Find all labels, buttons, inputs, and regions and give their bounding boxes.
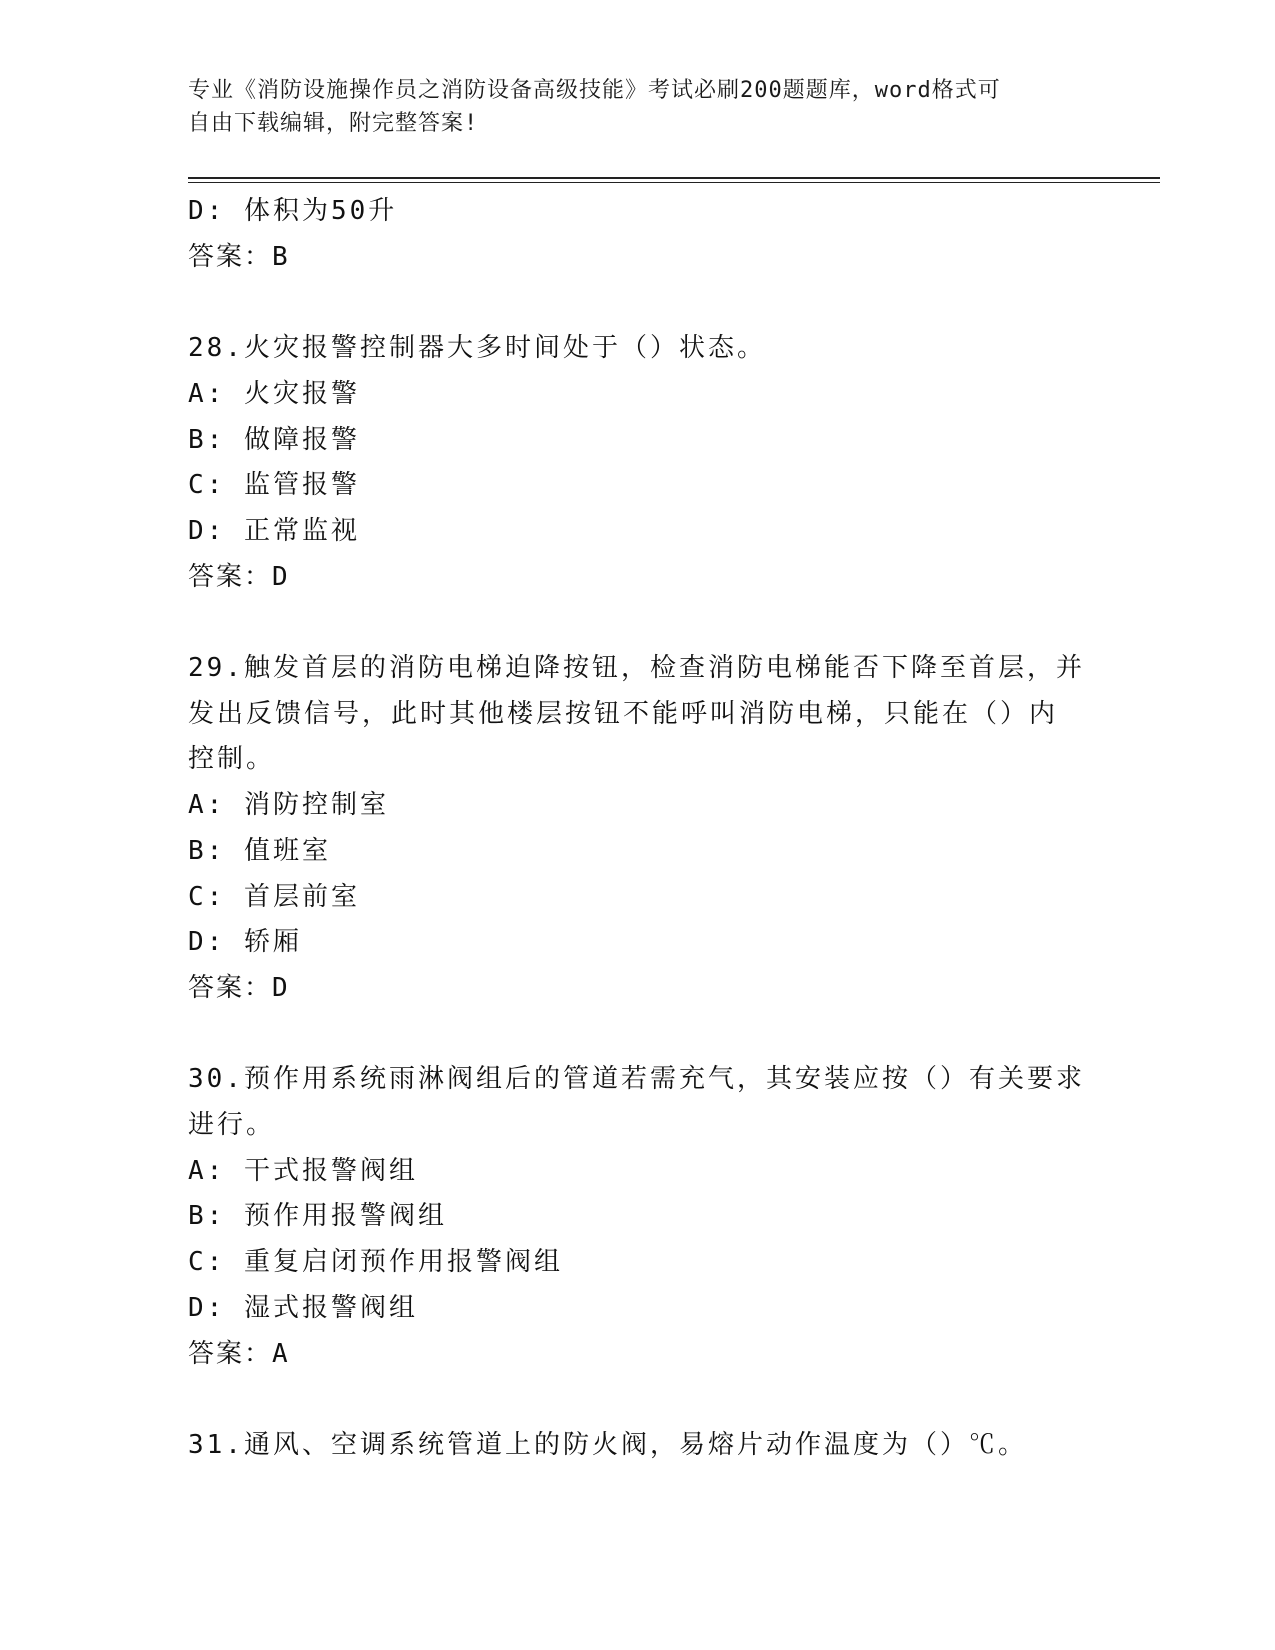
answer-line <box>188 555 1088 601</box>
answer-label: 答案： <box>188 1338 273 1369</box>
answer-value: A <box>272 1338 290 1369</box>
header-divider-thin <box>188 182 1160 183</box>
question-stem: 31.通风、空调系统管道上的防火阀，易熔片动作温度为（）℃。 <box>188 1429 1027 1460</box>
question-stem-line-1: 30.预作用系统雨淋阀组后的管道若需充气，其安装应按（）有关要求 <box>188 1064 1085 1095</box>
spacer <box>188 1012 1088 1058</box>
option-d: D: 正常监视 <box>188 515 360 546</box>
header-line-1: 专业《消防设施操作员之消防设备高级技能》考试必刷200题题库，word格式可 <box>188 78 1001 103</box>
answer-line <box>188 966 1088 1012</box>
question-28 <box>188 326 1088 600</box>
question-stem-line-3: 控制。 <box>188 744 276 775</box>
option-d: D: 体积为50升 <box>188 196 398 226</box>
answer-label: 答案： <box>188 972 273 1003</box>
option-c: C: 首层前室 <box>188 881 360 912</box>
answer-label: 答案： <box>188 561 273 592</box>
header-divider-thick <box>188 177 1160 179</box>
answer-value: B <box>272 241 290 272</box>
spacer <box>188 600 1088 646</box>
document-body <box>188 189 1088 1469</box>
answer-value: D <box>272 972 290 1003</box>
spacer <box>188 280 1088 326</box>
header-line-2: 自由下载编辑，附完整答案! <box>188 111 479 136</box>
option-c: C: 重复启闭预作用报警阀组 <box>188 1247 563 1278</box>
question-stem-line-2: 发出反馈信号，此时其他楼层按钮不能呼叫消防电梯，只能在（）内 <box>188 698 1059 729</box>
spacer <box>188 1377 1088 1423</box>
answer-value: D <box>272 561 290 592</box>
question-stem-line-2: 进行。 <box>188 1110 276 1141</box>
option-c: C: 监管报警 <box>188 470 360 501</box>
question-stem: 28.火灾报警控制器大多时间处于（）状态。 <box>188 333 766 364</box>
option-a: A: 火灾报警 <box>188 378 360 409</box>
question-stem-line-1: 29.触发首层的消防电梯迫降按钮，检查消防电梯能否下降至首层，并 <box>188 653 1085 683</box>
option-a: A: 干式报警阀组 <box>188 1155 418 1186</box>
answer-line <box>188 235 1088 281</box>
question-30 <box>188 1057 1088 1377</box>
option-b: B: 预作用报警阀组 <box>188 1201 447 1232</box>
option-b: B: 做障报警 <box>188 424 360 455</box>
question-31 <box>188 1423 1088 1469</box>
option-a: A: 消防控制室 <box>188 790 389 821</box>
option-d: D: 轿厢 <box>188 927 302 958</box>
question-29 <box>188 646 1088 1012</box>
answer-line <box>188 1332 1088 1378</box>
answer-label: 答案： <box>188 241 273 272</box>
document-header <box>188 74 1088 140</box>
option-d: D: 湿式报警阀组 <box>188 1292 418 1323</box>
option-b: B: 值班室 <box>188 835 331 866</box>
